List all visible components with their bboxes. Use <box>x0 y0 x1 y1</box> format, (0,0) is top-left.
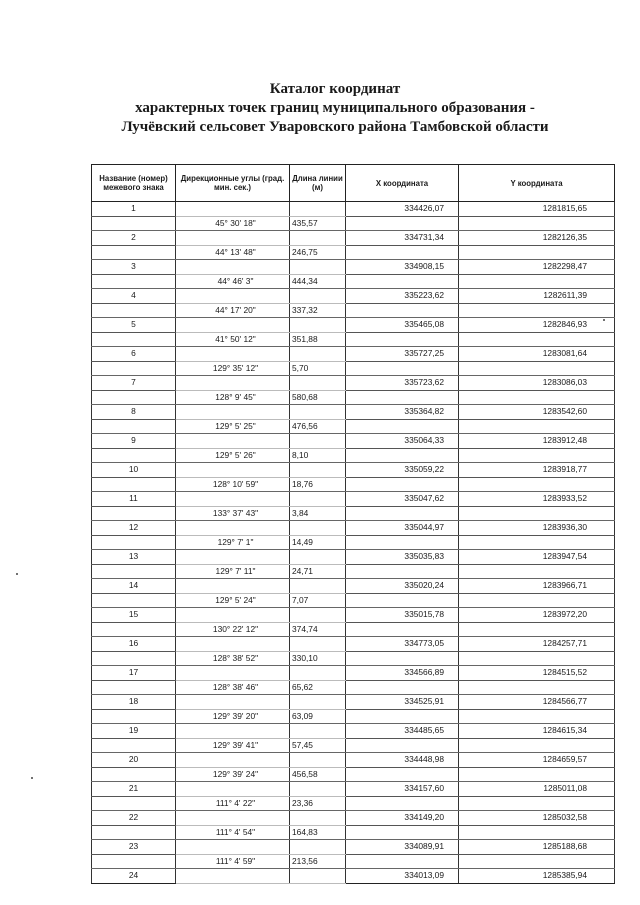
direction-angle: 44° 46' 3" <box>176 274 290 289</box>
segment-row <box>92 593 615 608</box>
direction-angle: 129° 7' 1" <box>176 535 290 550</box>
empty-cell <box>346 332 459 347</box>
empty-cell <box>176 782 290 797</box>
line-length: 330,10 <box>290 651 346 666</box>
empty-cell <box>290 347 346 362</box>
empty-cell <box>92 332 176 347</box>
empty-cell <box>176 376 290 391</box>
line-length: 65,62 <box>290 680 346 695</box>
y-coordinate: 1285011,08 <box>459 782 615 797</box>
x-coordinate: 335035,83 <box>346 550 459 565</box>
point-row <box>92 579 615 594</box>
segment-row <box>92 738 615 753</box>
empty-cell <box>290 782 346 797</box>
x-coordinate: 335727,25 <box>346 347 459 362</box>
direction-angle: 129° 35' 12" <box>176 361 290 376</box>
empty-cell <box>346 390 459 405</box>
empty-cell <box>176 463 290 478</box>
empty-cell <box>346 825 459 840</box>
point-name: 22 <box>92 811 176 826</box>
point-name: 13 <box>92 550 176 565</box>
empty-cell <box>346 361 459 376</box>
empty-cell <box>346 767 459 782</box>
x-coordinate: 335465,08 <box>346 318 459 333</box>
segment-row <box>92 622 615 637</box>
empty-cell <box>346 477 459 492</box>
empty-cell <box>176 753 290 768</box>
segment-row <box>92 245 615 260</box>
empty-cell <box>92 390 176 405</box>
segment-row <box>92 477 615 492</box>
line-length: 57,45 <box>290 738 346 753</box>
empty-cell <box>176 724 290 739</box>
empty-cell <box>346 796 459 811</box>
table-body <box>92 202 615 884</box>
line-length: 337,32 <box>290 303 346 318</box>
line-length: 3,84 <box>290 506 346 521</box>
point-row <box>92 782 615 797</box>
x-coordinate: 335044,97 <box>346 521 459 536</box>
y-coordinate: 1282298,47 <box>459 260 615 275</box>
empty-cell <box>290 579 346 594</box>
segment-row <box>92 390 615 405</box>
empty-cell <box>459 680 615 695</box>
empty-cell <box>346 535 459 550</box>
empty-cell <box>176 811 290 826</box>
coordinate-catalog-table <box>91 164 615 884</box>
empty-cell <box>92 796 176 811</box>
y-coordinate: 1284257,71 <box>459 637 615 652</box>
empty-cell <box>346 564 459 579</box>
x-coordinate: 334149,20 <box>346 811 459 826</box>
segment-row <box>92 216 615 231</box>
direction-angle: 128° 38' 52" <box>176 651 290 666</box>
empty-cell <box>92 738 176 753</box>
empty-cell <box>92 216 176 231</box>
point-name: 23 <box>92 840 176 855</box>
empty-cell <box>92 680 176 695</box>
empty-cell <box>459 767 615 782</box>
y-coordinate: 1284515,52 <box>459 666 615 681</box>
empty-cell <box>176 231 290 246</box>
point-row <box>92 869 615 884</box>
empty-cell <box>346 419 459 434</box>
empty-cell <box>459 854 615 869</box>
empty-cell <box>290 869 346 884</box>
point-row <box>92 289 615 304</box>
empty-cell <box>459 477 615 492</box>
point-name: 14 <box>92 579 176 594</box>
x-coordinate: 335364,82 <box>346 405 459 420</box>
direction-angle: 41° 50' 12" <box>176 332 290 347</box>
line-length: 164,83 <box>290 825 346 840</box>
point-row <box>92 550 615 565</box>
x-coordinate: 334157,60 <box>346 782 459 797</box>
x-coordinate: 335015,78 <box>346 608 459 623</box>
empty-cell <box>176 608 290 623</box>
empty-cell <box>290 724 346 739</box>
document-title <box>100 80 570 137</box>
empty-cell <box>346 854 459 869</box>
empty-cell <box>176 405 290 420</box>
y-coordinate: 1282126,35 <box>459 231 615 246</box>
empty-cell <box>290 289 346 304</box>
y-coordinate: 1283542,60 <box>459 405 615 420</box>
x-coordinate: 335064,33 <box>346 434 459 449</box>
empty-cell <box>459 506 615 521</box>
segment-row <box>92 506 615 521</box>
point-row <box>92 492 615 507</box>
empty-cell <box>346 303 459 318</box>
scan-speck <box>16 573 18 575</box>
y-coordinate: 1282611,39 <box>459 289 615 304</box>
empty-cell <box>290 550 346 565</box>
point-row <box>92 695 615 710</box>
empty-cell <box>176 637 290 652</box>
y-coordinate: 1281815,65 <box>459 202 615 217</box>
direction-angle: 129° 5' 24" <box>176 593 290 608</box>
x-coordinate: 334448,98 <box>346 753 459 768</box>
direction-angle: 133° 37' 43" <box>176 506 290 521</box>
empty-cell <box>176 347 290 362</box>
y-coordinate: 1283947,54 <box>459 550 615 565</box>
point-name: 19 <box>92 724 176 739</box>
y-coordinate: 1285385,94 <box>459 869 615 884</box>
line-length: 63,09 <box>290 709 346 724</box>
line-length: 246,75 <box>290 245 346 260</box>
point-name: 3 <box>92 260 176 275</box>
point-name: 9 <box>92 434 176 449</box>
empty-cell <box>290 318 346 333</box>
y-coordinate: 1283933,52 <box>459 492 615 507</box>
empty-cell <box>290 521 346 536</box>
point-row <box>92 434 615 449</box>
x-coordinate: 334089,91 <box>346 840 459 855</box>
empty-cell <box>176 492 290 507</box>
header-y-coordinate: Y координата <box>459 165 615 202</box>
point-name: 12 <box>92 521 176 536</box>
line-length: 23,36 <box>290 796 346 811</box>
empty-cell <box>290 811 346 826</box>
empty-cell <box>92 506 176 521</box>
empty-cell <box>290 666 346 681</box>
empty-cell <box>459 448 615 463</box>
line-length: 14,49 <box>290 535 346 550</box>
point-row <box>92 202 615 217</box>
point-name: 20 <box>92 753 176 768</box>
point-name: 1 <box>92 202 176 217</box>
empty-cell <box>459 709 615 724</box>
direction-angle: 111° 4' 54" <box>176 825 290 840</box>
segment-row <box>92 303 615 318</box>
direction-angle: 129° 7' 11" <box>176 564 290 579</box>
direction-angle: 129° 39' 41" <box>176 738 290 753</box>
empty-cell <box>346 245 459 260</box>
x-coordinate: 334525,91 <box>346 695 459 710</box>
line-length: 213,56 <box>290 854 346 869</box>
direction-angle: 44° 17' 20" <box>176 303 290 318</box>
direction-angle: 129° 39' 24" <box>176 767 290 782</box>
empty-cell <box>459 303 615 318</box>
empty-cell <box>459 622 615 637</box>
y-coordinate: 1283086,03 <box>459 376 615 391</box>
scan-speck <box>31 777 33 779</box>
segment-row <box>92 651 615 666</box>
empty-cell <box>92 709 176 724</box>
x-coordinate: 335723,62 <box>346 376 459 391</box>
empty-cell <box>346 448 459 463</box>
direction-angle: 128° 38' 46" <box>176 680 290 695</box>
line-length: 7,07 <box>290 593 346 608</box>
point-row <box>92 666 615 681</box>
segment-row <box>92 767 615 782</box>
empty-cell <box>290 637 346 652</box>
empty-cell <box>290 434 346 449</box>
empty-cell <box>459 535 615 550</box>
empty-cell <box>92 825 176 840</box>
empty-cell <box>459 390 615 405</box>
empty-cell <box>459 738 615 753</box>
empty-cell <box>459 825 615 840</box>
direction-angle: 129° 5' 25" <box>176 419 290 434</box>
y-coordinate: 1283912,48 <box>459 434 615 449</box>
empty-cell <box>176 521 290 536</box>
empty-cell <box>92 593 176 608</box>
empty-cell <box>459 216 615 231</box>
point-name: 16 <box>92 637 176 652</box>
empty-cell <box>290 695 346 710</box>
empty-cell <box>92 361 176 376</box>
point-row <box>92 724 615 739</box>
x-coordinate: 334731,34 <box>346 231 459 246</box>
empty-cell <box>176 840 290 855</box>
empty-cell <box>92 448 176 463</box>
empty-cell <box>92 651 176 666</box>
y-coordinate: 1283081,64 <box>459 347 615 362</box>
point-row <box>92 318 615 333</box>
direction-angle: 44° 13' 48" <box>176 245 290 260</box>
segment-row <box>92 361 615 376</box>
line-length: 476,56 <box>290 419 346 434</box>
empty-cell <box>290 753 346 768</box>
empty-cell <box>290 202 346 217</box>
point-name: 2 <box>92 231 176 246</box>
empty-cell <box>459 419 615 434</box>
segment-row <box>92 854 615 869</box>
direction-angle: 128° 9' 45" <box>176 390 290 405</box>
x-coordinate: 335059,22 <box>346 463 459 478</box>
line-length: 456,58 <box>290 767 346 782</box>
empty-cell <box>92 477 176 492</box>
line-length: 374,74 <box>290 622 346 637</box>
empty-cell <box>290 840 346 855</box>
scan-speck <box>603 319 605 321</box>
point-row <box>92 347 615 362</box>
x-coordinate: 334485,65 <box>346 724 459 739</box>
segment-row <box>92 825 615 840</box>
empty-cell <box>176 550 290 565</box>
empty-cell <box>176 869 290 884</box>
point-name: 4 <box>92 289 176 304</box>
point-row <box>92 231 615 246</box>
empty-cell <box>459 332 615 347</box>
empty-cell <box>346 651 459 666</box>
point-row <box>92 405 615 420</box>
empty-cell <box>459 245 615 260</box>
empty-cell <box>92 274 176 289</box>
line-length: 351,88 <box>290 332 346 347</box>
y-coordinate: 1283966,71 <box>459 579 615 594</box>
segment-row <box>92 332 615 347</box>
x-coordinate: 334566,89 <box>346 666 459 681</box>
point-name: 15 <box>92 608 176 623</box>
empty-cell <box>346 216 459 231</box>
point-row <box>92 260 615 275</box>
line-length: 435,57 <box>290 216 346 231</box>
empty-cell <box>459 651 615 666</box>
empty-cell <box>346 506 459 521</box>
point-row <box>92 753 615 768</box>
point-row <box>92 463 615 478</box>
empty-cell <box>92 245 176 260</box>
header-direction-angle: Дирекционные углы (град. мин. сек.) <box>176 165 290 202</box>
line-length: 24,71 <box>290 564 346 579</box>
direction-angle: 130° 22' 12" <box>176 622 290 637</box>
empty-cell <box>92 622 176 637</box>
empty-cell <box>176 260 290 275</box>
empty-cell <box>346 593 459 608</box>
direction-angle: 129° 39' 20" <box>176 709 290 724</box>
point-name: 24 <box>92 869 176 884</box>
direction-angle: 128° 10' 59" <box>176 477 290 492</box>
empty-cell <box>290 608 346 623</box>
y-coordinate: 1285032,58 <box>459 811 615 826</box>
y-coordinate: 1285188,68 <box>459 840 615 855</box>
empty-cell <box>92 303 176 318</box>
x-coordinate: 334426,07 <box>346 202 459 217</box>
empty-cell <box>346 274 459 289</box>
empty-cell <box>176 202 290 217</box>
empty-cell <box>459 564 615 579</box>
empty-cell <box>176 579 290 594</box>
point-name: 6 <box>92 347 176 362</box>
empty-cell <box>290 231 346 246</box>
x-coordinate: 334908,15 <box>346 260 459 275</box>
point-row <box>92 637 615 652</box>
empty-cell <box>346 680 459 695</box>
point-name: 8 <box>92 405 176 420</box>
empty-cell <box>290 492 346 507</box>
point-name: 17 <box>92 666 176 681</box>
empty-cell <box>290 405 346 420</box>
direction-angle: 45° 30' 18" <box>176 216 290 231</box>
point-name: 5 <box>92 318 176 333</box>
point-name: 18 <box>92 695 176 710</box>
direction-angle: 111° 4' 22" <box>176 796 290 811</box>
y-coordinate: 1284566,77 <box>459 695 615 710</box>
empty-cell <box>92 535 176 550</box>
empty-cell <box>346 738 459 753</box>
x-coordinate: 334773,05 <box>346 637 459 652</box>
segment-row <box>92 419 615 434</box>
empty-cell <box>92 767 176 782</box>
segment-row <box>92 709 615 724</box>
point-name: 7 <box>92 376 176 391</box>
y-coordinate: 1283972,20 <box>459 608 615 623</box>
y-coordinate: 1284615,34 <box>459 724 615 739</box>
line-length: 18,76 <box>290 477 346 492</box>
y-coordinate: 1283936,30 <box>459 521 615 536</box>
segment-row <box>92 274 615 289</box>
empty-cell <box>92 854 176 869</box>
x-coordinate: 335020,24 <box>346 579 459 594</box>
empty-cell <box>346 622 459 637</box>
empty-cell <box>290 463 346 478</box>
y-coordinate: 1282846,93 <box>459 318 615 333</box>
direction-angle: 111° 4' 59" <box>176 854 290 869</box>
x-coordinate: 335223,62 <box>346 289 459 304</box>
segment-row <box>92 796 615 811</box>
line-length: 444,34 <box>290 274 346 289</box>
point-name: 11 <box>92 492 176 507</box>
empty-cell <box>176 695 290 710</box>
header-x-coordinate: X координата <box>346 165 459 202</box>
empty-cell <box>459 593 615 608</box>
x-coordinate: 334013,09 <box>346 869 459 884</box>
x-coordinate: 335047,62 <box>346 492 459 507</box>
title-line-3: Лучёвский сельсовет Уваровского района Тамбовской области <box>121 119 549 135</box>
empty-cell <box>176 318 290 333</box>
title-line-2: характерных точек границ муниципального образования - <box>135 100 535 116</box>
empty-cell <box>290 376 346 391</box>
header-line-length: Длина линии (м) <box>290 165 346 202</box>
point-row <box>92 376 615 391</box>
empty-cell <box>176 434 290 449</box>
point-row <box>92 521 615 536</box>
empty-cell <box>346 709 459 724</box>
header-point-name: Название (номер) межевого знака <box>92 165 176 202</box>
empty-cell <box>459 361 615 376</box>
direction-angle: 129° 5' 26" <box>176 448 290 463</box>
point-name: 21 <box>92 782 176 797</box>
y-coordinate: 1284659,57 <box>459 753 615 768</box>
point-row <box>92 811 615 826</box>
empty-cell <box>92 419 176 434</box>
empty-cell <box>176 289 290 304</box>
empty-cell <box>176 666 290 681</box>
empty-cell <box>290 260 346 275</box>
table-header-row <box>92 165 615 202</box>
point-row <box>92 608 615 623</box>
empty-cell <box>459 796 615 811</box>
empty-cell <box>459 274 615 289</box>
line-length: 8,10 <box>290 448 346 463</box>
segment-row <box>92 448 615 463</box>
empty-cell <box>92 564 176 579</box>
segment-row <box>92 535 615 550</box>
line-length: 580,68 <box>290 390 346 405</box>
point-name: 10 <box>92 463 176 478</box>
segment-row <box>92 680 615 695</box>
title-line-1: Каталог координат <box>269 81 401 97</box>
segment-row <box>92 564 615 579</box>
point-row <box>92 840 615 855</box>
line-length: 5,70 <box>290 361 346 376</box>
y-coordinate: 1283918,77 <box>459 463 615 478</box>
